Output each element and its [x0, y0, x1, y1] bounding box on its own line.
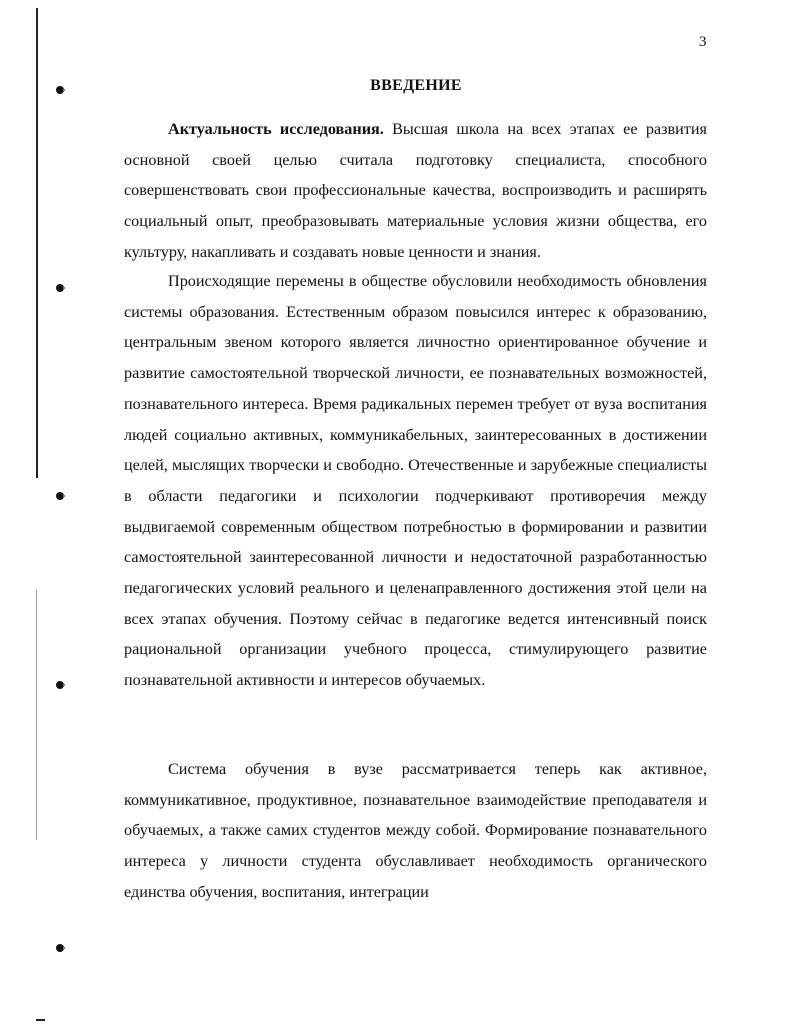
binder-hole-mark	[56, 681, 64, 689]
page-number: 3	[699, 34, 707, 50]
binder-hole-mark	[56, 86, 64, 94]
binding-edge-line	[36, 8, 38, 478]
paragraph-lead: Актуальность исследования.	[168, 120, 384, 138]
page-heading: ВВЕДЕНИЕ	[370, 77, 462, 94]
paragraph-text: Система обучения в вузе рассматривается теперь как активное, коммуникативное, продуктивное, познавательное взаимодействие преподавателя и обучаемых, а также самих студентов между собой. Формирование познавательного интереса у личности студента обуславливает необходимость органического единства обучения, воспитания, интеграции	[124, 760, 707, 901]
paragraph-system	[124, 754, 707, 908]
paragraph-body: Высшая школа на всех этапах ее развития основной своей целью считала подготовку специалиста, способного совершенствовать свои профессиональные качества, воспроизводить и расширять социальный опыт, преобразовывать материальные условия жизни общества, его культуру, накапливать и создавать новые ценности и знания.	[124, 120, 707, 261]
paragraph-text	[124, 114, 707, 268]
paragraph-changes	[124, 266, 707, 696]
binder-hole-mark	[56, 492, 64, 500]
paragraph-relevance	[124, 114, 707, 268]
binding-edge-line-lower	[36, 590, 37, 840]
paragraph-text: Происходящие перемены в обществе обусловили необходимость обновления системы образования. Естественным образом повысился интерес к образованию, центральным звеном которого является личностно ориентированное обучение и развитие самостоятельной творческой личности, ее познавательных возможностей, познавательного интереса. Время радикальных перемен требует от вуза воспитания людей социально активных, коммуникабельных, заинтересованных в достижении целей, мыслящих творчески и свободно. Отечественные и зарубежные специалисты в области педагогики и психологии подчеркивают противоречия между выдвигаемой современным обществом потребностью в формировании и развитии самостоятельной заинтересованной личности и недостаточной разработанностью педагогических условий реального и целенаправленного достижения этой цели на всех этапах обучения. Поэтому сейчас в педагогике ведется интенсивный поиск рациональной организации учебного процесса, стимулирующего развитие познавательной активности и интересов обучаемых.	[124, 272, 707, 690]
corner-scan-mark	[36, 1019, 45, 1021]
binder-hole-mark	[56, 284, 64, 292]
binder-hole-mark	[56, 944, 64, 952]
